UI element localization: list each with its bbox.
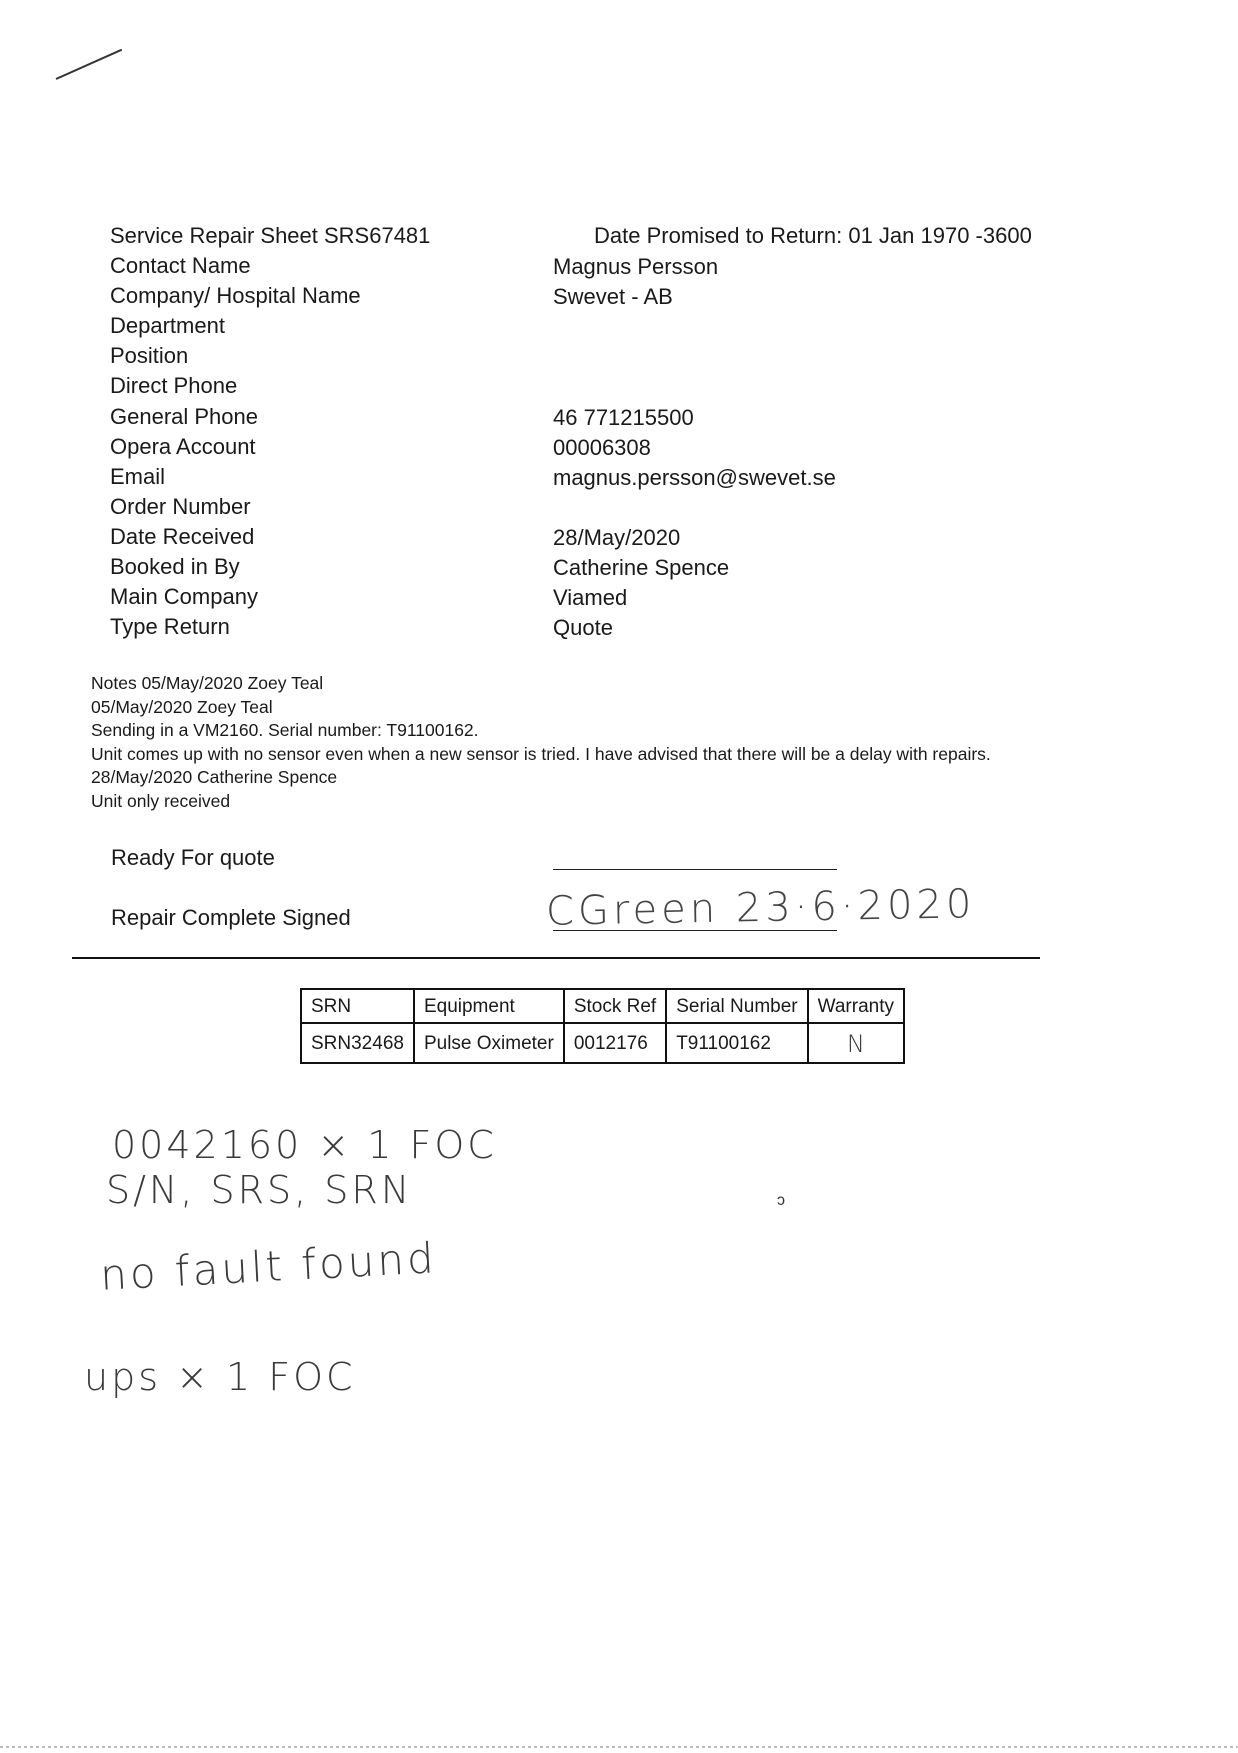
field-label-general-phone: General Phone — [110, 404, 258, 429]
ready-for-quote-label: Ready For quote — [111, 845, 275, 870]
field-label-booked-in-by: Booked in By — [110, 554, 240, 579]
handwritten-warranty: N — [846, 1030, 865, 1058]
field-value-type-return: Quote — [553, 615, 613, 640]
date-promised: Date Promised to Return: 01 Jan 1970 -3600 — [594, 223, 1032, 248]
header-stock-ref: Stock Ref — [564, 989, 666, 1023]
field-value-main-company: Viamed — [553, 585, 628, 610]
handwritten-note: ups × 1 FOC — [84, 1355, 356, 1399]
field-label-date-received: Date Received — [110, 524, 255, 549]
notes-block — [91, 672, 991, 813]
notes-line: Sending in a VM2160. Serial number: T91100162. — [91, 720, 479, 740]
handwritten-note: no fault found — [98, 1233, 438, 1300]
field-value-opera-account: 00006308 — [553, 435, 651, 460]
field-label-department: Department — [110, 313, 225, 338]
field-value-company: Swevet - AB — [553, 284, 673, 309]
field-value-date-received: 28/May/2020 — [553, 525, 681, 550]
field-label-main-company: Main Company — [110, 584, 258, 609]
field-label-direct-phone: Direct Phone — [110, 373, 238, 398]
field-label-order-number: Order Number — [110, 494, 251, 519]
scan-speck: ɔ — [777, 1192, 785, 1209]
field-value-booked-in-by: Catherine Spence — [553, 555, 730, 580]
notes-line: Unit only received — [91, 790, 231, 811]
table-header-row — [301, 989, 904, 1023]
handwritten-signature: CGreen 23·6·2020 — [545, 881, 976, 935]
scan-pen-mark — [56, 49, 123, 80]
notes-line: Unit comes up with no sensor even when a new sensor is tried. I have advised that there will be a delay with repairs. — [91, 743, 991, 764]
field-value-general-phone: 46 771215500 — [553, 405, 694, 430]
cell-srn: SRN32468 — [301, 1023, 414, 1063]
scan-bottom-edge — [0, 1746, 1238, 1748]
cell-stock-ref: 0012176 — [564, 1023, 666, 1063]
complete-signature-line — [553, 930, 837, 931]
sheet-title: Service Repair Sheet SRS67481 — [110, 223, 431, 248]
cell-serial-number: T91100162 — [666, 1023, 807, 1063]
handwritten-note: S/N, SRS, SRN — [106, 1168, 413, 1212]
ready-signature-line — [553, 869, 837, 870]
field-label-email: Email — [110, 464, 166, 489]
repair-complete-label: Repair Complete Signed — [111, 905, 351, 930]
header-serial-number: Serial Number — [666, 989, 807, 1023]
field-label-company: Company/ Hospital Name — [110, 283, 361, 308]
handwritten-note: 0042160 × 1 FOC — [112, 1123, 497, 1167]
field-value-email: magnus.persson@swevet.se — [553, 465, 836, 490]
field-label-opera-account: Opera Account — [110, 434, 256, 459]
cell-warranty — [808, 1023, 904, 1063]
header-warranty: Warranty — [808, 989, 904, 1023]
field-value-contact-name: Magnus Persson — [553, 254, 719, 279]
notes-line: 05/May/2020 Zoey Teal — [91, 696, 273, 717]
field-label-type-return: Type Return — [110, 614, 230, 639]
notes-line: Notes 05/May/2020 Zoey Teal — [91, 673, 324, 693]
table-row — [301, 1023, 904, 1063]
notes-line: 28/May/2020 Catherine Spence — [91, 767, 338, 787]
field-label-contact-name: Contact Name — [110, 253, 251, 278]
equipment-table — [300, 988, 905, 1064]
field-label-position: Position — [110, 343, 189, 368]
header-equipment: Equipment — [414, 989, 564, 1023]
cell-equipment: Pulse Oximeter — [414, 1023, 564, 1063]
section-divider — [72, 957, 1040, 959]
header-srn: SRN — [301, 989, 414, 1023]
